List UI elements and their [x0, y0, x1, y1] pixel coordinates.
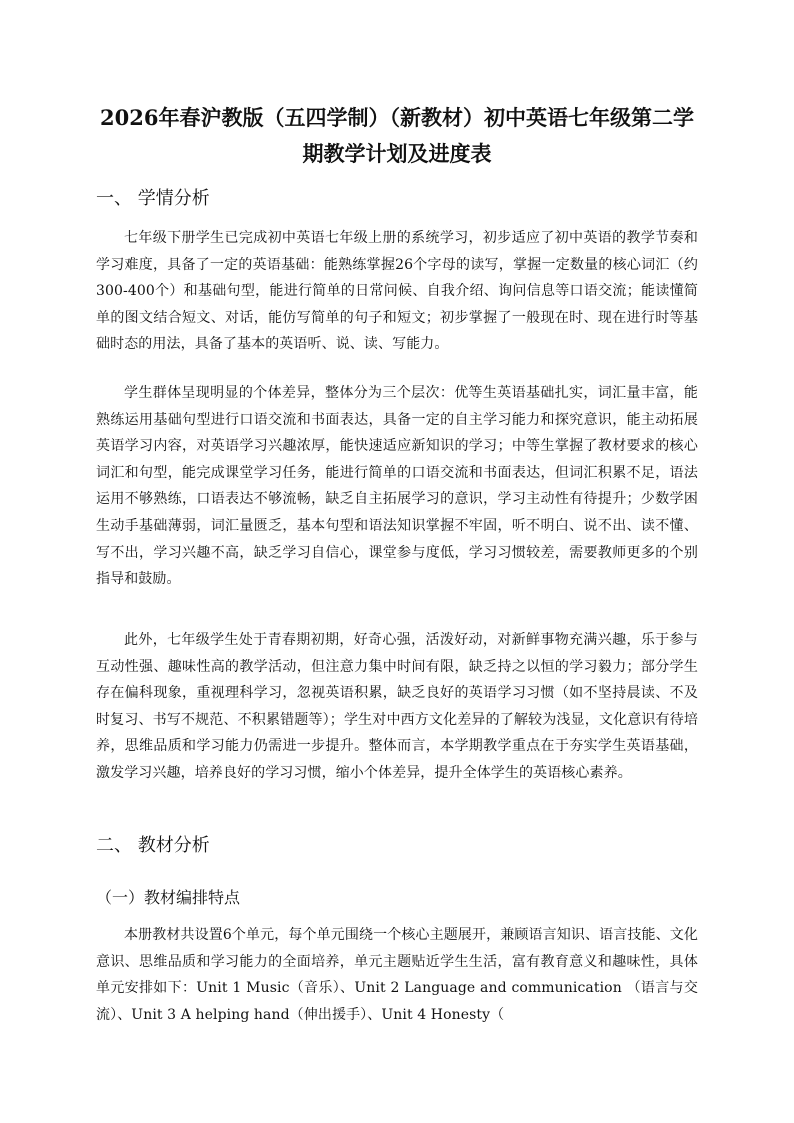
- document-title: 2026年春沪教版（五四学制）（新教材）初中英语七年级第二学期教学计划及进度表: [100, 105, 694, 166]
- paragraph-student-traits: 此外，七年级学生处于青春期初期，好奇心强，活泼好动，对新鲜事物充满兴趣，乐于参与互动性强、趣味性高的教学活动，但注意力集中时间有限，缺乏持之以恒的学习毅力；部分学生存在偏科现象，重视理科学习，忽视英语积累，缺乏良好的英语学习习惯（如不坚持晨读、不及时复习、书写不规范、不积累错题等）；学生对中西方文化差异的了解较为浅显，文化意识有待培养，思维品质和学习能力仍需进一步提升。整体而言，本学期教学重点在于夯实学生英语基础，激发学习兴趣，培养良好的学习习惯，缩小个体差异，提升全体学生的英语核心素养。: [96, 632, 698, 781]
- paragraph-student-levels: 学生群体呈现明显的个体差异，整体分为三个层次：优等生英语基础扎实，词汇量丰富，能熟练运用基础句型进行口语交流和书面表达，具备一定的自主学习能力和探究意识，能主动拓展英语学习内容，对英语学习兴趣浓厚，能快速适应新知识的学习；中等生掌握了教材要求的核心词汇和句型，能完成课堂学习任务，能进行简单的口语交流和书面表达，但词汇积累不足，语法运用不够熟练，口语表达不够流畅，缺乏自主拓展学习的意识，学习主动性有待提升；少数学困生动手基础薄弱，词汇量匮乏，基本句型和语法知识掌握不牢固，听不明白、说不出、读不懂、写不出，学习兴趣不高，缺乏学习自信心，课堂参与度低，学习习惯较差，需要教师更多的个别指导和鼓励。: [96, 385, 698, 588]
- paragraph-textbook-units: 本册教材共设置6个单元，每个单元围绕一个核心主题展开，兼顾语言知识、语言技能、文化意识、思维品质和学习能力的全面培养，单元主题贴近学生生活，富有教育意义和趣味性，具体单元安排如下：Unit 1 Music（音乐）、Unit 2 Language and communication （语言与交流）、Unit 3 A helping hand（伸出援手）、Unit 4 Honesty（: [96, 927, 698, 1023]
- section-heading-student-analysis: 一、 学情分析: [96, 188, 210, 209]
- paragraph-student-basics: 七年级下册学生已完成初中英语七年级上册的系统学习，初步适应了初中英语的教学节奏和学习难度，具备了一定的英语基础：能熟练掌握26个字母的读写，掌握一定数量的核心词汇（约300-400个）和基础句型，能进行简单的日常问候、自我介绍、询问信息等口语交流；能读懂简单的图文结合短文、对话，能仿写简单的句子和短文；初步掌握了一般现在时、现在进行时等基础时态的用法，具备了基本的英语听、说、读、写能力。: [96, 230, 698, 353]
- subsection-heading-textbook-features: （一）教材编排特点: [96, 888, 241, 907]
- section-heading-textbook-analysis: 二、 教材分析: [96, 835, 210, 856]
